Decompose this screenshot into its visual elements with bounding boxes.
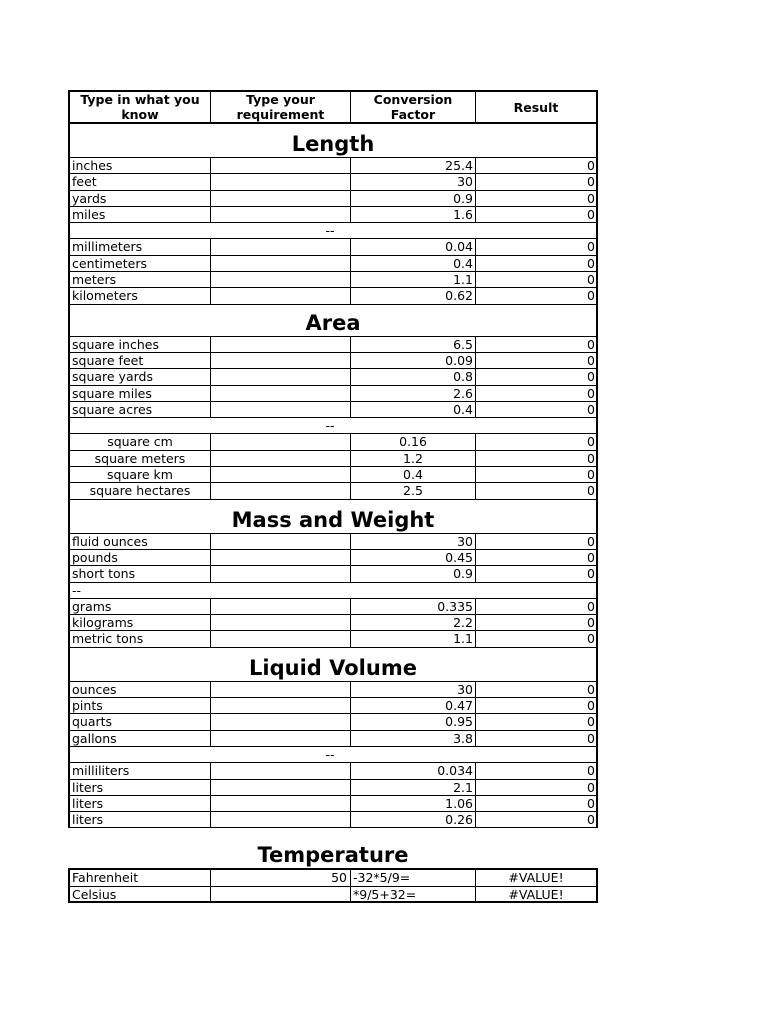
result-cell: 0 xyxy=(475,731,596,746)
unit-cell: square yards xyxy=(72,369,153,385)
unit-cell: fluid ounces xyxy=(72,533,148,549)
table-row xyxy=(68,239,598,255)
requirement-input-cell[interactable] xyxy=(210,714,350,729)
table-row xyxy=(68,812,598,828)
result-cell: 0 xyxy=(475,207,596,222)
separator-row: -- xyxy=(68,583,598,599)
unit-cell: square cm xyxy=(107,434,173,450)
header-type-what-you-know: Type in what you know xyxy=(80,92,200,122)
factor-cell: 0.335 xyxy=(350,599,475,614)
requirement-input-cell[interactable] xyxy=(210,337,350,352)
requirement-input-cell[interactable] xyxy=(210,369,350,384)
header-type-your-requirement: Type your requirement xyxy=(210,92,350,122)
table-row xyxy=(68,796,598,812)
separator-row: -- xyxy=(68,418,598,434)
result-cell: 0 xyxy=(475,714,596,729)
requirement-input-cell[interactable] xyxy=(210,207,350,222)
requirement-input-cell[interactable] xyxy=(210,615,350,630)
table-row xyxy=(68,483,598,499)
result-cell: 0 xyxy=(475,386,596,401)
factor-cell: 0.8 xyxy=(350,369,475,384)
formula-cell: -32*5/9= xyxy=(350,870,475,885)
table-row xyxy=(68,369,598,385)
header-conversion-factor: Conversion Factor xyxy=(350,92,475,122)
unit-cell: liters xyxy=(72,795,104,811)
result-cell: 0 xyxy=(475,780,596,795)
table-row xyxy=(68,288,598,304)
factor-cell: 1.1 xyxy=(350,631,475,646)
table-row xyxy=(68,682,598,698)
table-row xyxy=(68,402,598,418)
temperature-input-cell[interactable] xyxy=(210,887,350,901)
table-row xyxy=(68,174,598,190)
table-row xyxy=(68,207,598,223)
unit-cell: ounces xyxy=(72,681,117,697)
result-cell: 0 xyxy=(475,682,596,697)
result-cell: 0 xyxy=(475,599,596,614)
unit-cell: pints xyxy=(72,698,103,714)
factor-cell: 30 xyxy=(350,174,475,189)
table-row xyxy=(68,731,598,747)
table-row xyxy=(68,467,598,483)
factor-cell: 1.06 xyxy=(350,796,475,811)
factor-cell: 0.4 xyxy=(350,256,475,271)
result-cell: 0 xyxy=(475,158,596,173)
result-cell: 0 xyxy=(475,615,596,630)
factor-cell: 0.9 xyxy=(350,566,475,581)
result-cell: 0 xyxy=(475,483,596,498)
conversion-sheet xyxy=(68,90,598,903)
unit-cell: kilometers xyxy=(72,288,138,304)
result-cell: 0 xyxy=(475,434,596,449)
unit-cell: quarts xyxy=(72,714,113,730)
factor-cell: 2.1 xyxy=(350,780,475,795)
result-cell: 0 xyxy=(475,353,596,368)
factor-cell: 1.2 xyxy=(350,451,475,466)
factor-cell: 0.62 xyxy=(350,288,475,303)
result-cell: 0 xyxy=(475,467,596,482)
unit-cell: gallons xyxy=(72,730,117,746)
unit-cell: square meters xyxy=(94,450,186,466)
requirement-input-cell[interactable] xyxy=(210,158,350,173)
requirement-input-cell[interactable] xyxy=(210,780,350,795)
unit-cell: square miles xyxy=(72,385,152,401)
result-cell: 0 xyxy=(475,451,596,466)
requirement-input-cell[interactable] xyxy=(210,763,350,778)
requirement-input-cell[interactable] xyxy=(210,812,350,827)
result-cell: 0 xyxy=(475,174,596,189)
requirement-input-cell[interactable] xyxy=(210,682,350,697)
requirement-input-cell[interactable] xyxy=(210,483,350,498)
result-cell: 0 xyxy=(475,796,596,811)
unit-cell: inches xyxy=(72,158,113,173)
requirement-input-cell[interactable] xyxy=(210,599,350,614)
unit-cell: liters xyxy=(72,779,104,795)
requirement-input-cell[interactable] xyxy=(210,239,350,254)
result-cell: 0 xyxy=(475,812,596,827)
factor-cell: 0.4 xyxy=(350,402,475,417)
unit-cell: grams xyxy=(72,598,112,614)
factor-cell: 25.4 xyxy=(350,158,475,173)
unit-cell: pounds xyxy=(72,549,118,565)
unit-cell: Fahrenheit xyxy=(72,870,139,886)
requirement-input-cell[interactable] xyxy=(210,191,350,206)
factor-cell: 0.45 xyxy=(350,550,475,565)
table-row xyxy=(68,337,598,353)
requirement-input-cell[interactable] xyxy=(210,566,350,581)
requirement-input-cell[interactable] xyxy=(210,434,350,449)
section-title-liquid-volume: Liquid Volume xyxy=(68,648,598,682)
requirement-input-cell[interactable] xyxy=(210,386,350,401)
factor-cell: 3.8 xyxy=(350,731,475,746)
factor-cell: 1.6 xyxy=(350,207,475,222)
factor-cell: 30 xyxy=(350,534,475,549)
unit-cell: short tons xyxy=(72,566,136,582)
result-cell: 0 xyxy=(475,550,596,565)
table-row xyxy=(68,158,598,174)
result-cell: 0 xyxy=(475,191,596,206)
table-row xyxy=(68,386,598,402)
result-cell: 0 xyxy=(475,566,596,581)
table-row xyxy=(68,780,598,796)
section-title-temperature: Temperature xyxy=(68,828,598,870)
factor-cell: 30 xyxy=(350,682,475,697)
table-row xyxy=(68,887,598,903)
requirement-input-cell[interactable] xyxy=(210,451,350,466)
table-row xyxy=(68,550,598,566)
unit-cell: miles xyxy=(72,206,106,222)
requirement-input-cell[interactable] xyxy=(210,256,350,271)
temperature-input-cell[interactable]: 50 xyxy=(210,870,350,885)
factor-cell: 0.16 xyxy=(350,434,475,449)
section-title-length: Length xyxy=(68,124,598,158)
section-title-area: Area xyxy=(68,305,598,337)
header-result: Result xyxy=(475,92,596,122)
unit-cell: square feet xyxy=(72,352,144,368)
factor-cell: 2.5 xyxy=(350,483,475,498)
unit-cell: square hectares xyxy=(89,483,191,499)
requirement-input-cell[interactable] xyxy=(210,698,350,713)
table-row xyxy=(68,191,598,207)
factor-cell: 1.1 xyxy=(350,272,475,287)
factor-cell: 0.034 xyxy=(350,763,475,778)
table-row xyxy=(68,353,598,369)
requirement-input-cell[interactable] xyxy=(210,467,350,482)
requirement-input-cell[interactable] xyxy=(210,731,350,746)
unit-cell: kilograms xyxy=(72,615,134,631)
unit-cell: milliliters xyxy=(72,763,130,779)
separator-row: -- xyxy=(68,747,598,763)
table-row xyxy=(68,272,598,288)
column-header-row xyxy=(68,90,598,124)
section-title-mass-and-weight: Mass and Weight xyxy=(68,500,598,534)
factor-cell: 0.95 xyxy=(350,714,475,729)
table-row xyxy=(68,615,598,631)
requirement-input-cell[interactable] xyxy=(210,402,350,417)
table-row xyxy=(68,256,598,272)
table-row xyxy=(68,434,598,450)
result-cell: 0 xyxy=(475,288,596,303)
table-row xyxy=(68,566,598,582)
formula-cell: *9/5+32= xyxy=(350,887,475,901)
unit-cell: liters xyxy=(72,812,104,828)
unit-cell: yards xyxy=(72,190,107,206)
result-cell: #VALUE! xyxy=(475,887,596,901)
requirement-input-cell[interactable] xyxy=(210,796,350,811)
unit-cell: Celsius xyxy=(72,886,117,901)
factor-cell: 2.2 xyxy=(350,615,475,630)
requirement-input-cell[interactable] xyxy=(210,174,350,189)
unit-cell: square acres xyxy=(72,401,153,417)
factor-cell: 0.47 xyxy=(350,698,475,713)
result-cell: 0 xyxy=(475,272,596,287)
unit-cell: meters xyxy=(72,272,117,288)
factor-cell: 6.5 xyxy=(350,337,475,352)
table-row xyxy=(68,763,598,779)
factor-cell: 0.4 xyxy=(350,467,475,482)
unit-cell: metric tons xyxy=(72,631,144,647)
requirement-input-cell[interactable] xyxy=(210,272,350,287)
unit-cell: millimeters xyxy=(72,239,143,255)
table-row xyxy=(68,451,598,467)
unit-cell: feet xyxy=(72,174,97,190)
unit-cell: square km xyxy=(107,467,173,483)
table-row xyxy=(68,631,598,647)
result-cell: 0 xyxy=(475,631,596,646)
result-cell: #VALUE! xyxy=(475,870,596,885)
requirement-input-cell[interactable] xyxy=(210,550,350,565)
unit-cell: centimeters xyxy=(72,255,147,271)
factor-cell: 0.04 xyxy=(350,239,475,254)
requirement-input-cell[interactable] xyxy=(210,534,350,549)
result-cell: 0 xyxy=(475,763,596,778)
table-row xyxy=(68,534,598,550)
factor-cell: 0.9 xyxy=(350,191,475,206)
result-cell: 0 xyxy=(475,369,596,384)
table-row xyxy=(68,599,598,615)
result-cell: 0 xyxy=(475,698,596,713)
factor-cell: 0.09 xyxy=(350,353,475,368)
result-cell: 0 xyxy=(475,256,596,271)
result-cell: 0 xyxy=(475,402,596,417)
separator-row: -- xyxy=(68,223,598,239)
requirement-input-cell[interactable] xyxy=(210,288,350,303)
table-row xyxy=(68,714,598,730)
requirement-input-cell[interactable] xyxy=(210,631,350,646)
requirement-input-cell[interactable] xyxy=(210,353,350,368)
result-cell: 0 xyxy=(475,239,596,254)
unit-cell: square inches xyxy=(72,336,159,352)
result-cell: 0 xyxy=(475,337,596,352)
table-row xyxy=(68,698,598,714)
table-row xyxy=(68,870,598,886)
result-cell: 0 xyxy=(475,534,596,549)
factor-cell: 2.6 xyxy=(350,386,475,401)
factor-cell: 0.26 xyxy=(350,812,475,827)
